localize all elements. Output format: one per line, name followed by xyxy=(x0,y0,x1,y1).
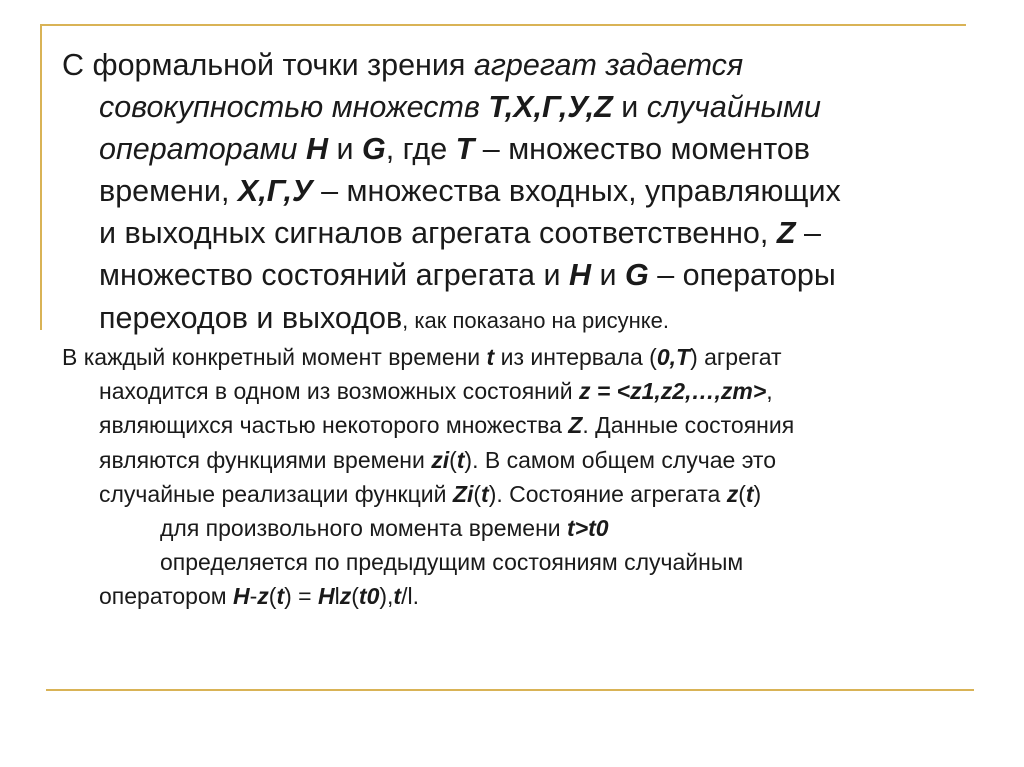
text-span: – xyxy=(795,216,821,251)
text-span: zi xyxy=(431,446,450,473)
text-span: В каждый конкретный момент времени xyxy=(62,344,487,370)
bottom-rule xyxy=(46,689,974,691)
top-rule xyxy=(40,24,966,26)
paragraph-1-line-1 xyxy=(62,44,952,86)
paragraph-2-line-5 xyxy=(62,477,962,511)
text-span: t0 xyxy=(358,583,380,610)
text-span: и xyxy=(590,258,625,293)
text-span: , как показано на рисунке. xyxy=(402,307,669,333)
text-span: и xyxy=(612,90,647,125)
paragraph-2-line-3 xyxy=(62,408,962,442)
paragraph-aggregate-definition xyxy=(62,44,952,342)
text-span: t>t0 xyxy=(567,515,609,542)
text-span: ) xyxy=(753,480,762,507)
left-rule xyxy=(40,24,42,330)
text-span: ). В самом общем случае это xyxy=(464,446,776,473)
text-span: t xyxy=(486,344,495,370)
text-span: - xyxy=(249,583,258,610)
text-span: ) агрегат xyxy=(690,344,782,370)
text-span: ). Состояние агрегата xyxy=(488,480,727,507)
text-span: T xyxy=(455,132,475,167)
text-span: множество состояний агрегата и xyxy=(99,258,569,293)
text-span: , где xyxy=(385,132,456,167)
text-span: и xyxy=(327,132,362,167)
text-span: агрегат задается xyxy=(473,48,744,82)
text-span: Z xyxy=(568,412,583,439)
paragraph-1-line-6 xyxy=(62,254,952,296)
text-span: ( xyxy=(473,480,482,507)
text-span: операторами xyxy=(99,132,306,167)
paragraph-1-line-2 xyxy=(62,86,952,128)
paragraph-1-line-3 xyxy=(62,128,952,170)
text-span: z xyxy=(339,583,352,610)
paragraph-2-line-6 xyxy=(62,511,962,545)
text-span: ), xyxy=(379,583,394,610)
paragraph-2-line-8 xyxy=(62,579,962,613)
text-span: – операторы xyxy=(648,258,836,293)
text-span: 0,T xyxy=(656,344,691,370)
paragraph-1-line-7 xyxy=(62,297,952,342)
text-span: из интервала ( xyxy=(494,344,657,370)
text-span: и выходных сигналов агрегата соответственно, xyxy=(99,216,777,251)
text-span: Z xyxy=(776,216,796,251)
text-span: l xyxy=(334,583,340,610)
paragraph-2-line-2 xyxy=(62,374,962,408)
paragraph-1-line-4 xyxy=(62,170,952,212)
text-span: С формальной точки зрения xyxy=(62,48,474,82)
text-span: t xyxy=(276,583,285,610)
text-span: являются функциями времени xyxy=(99,446,432,473)
paragraph-aggregate-state xyxy=(62,340,962,614)
text-span: оператором xyxy=(99,583,233,610)
text-span: H xyxy=(305,132,328,167)
text-span: ( xyxy=(351,583,359,610)
text-span: /l. xyxy=(401,583,419,610)
text-span: случайные реализации функций xyxy=(99,480,453,507)
text-span: T,X,Г,У,Z xyxy=(488,90,613,125)
paragraph-1-line-5 xyxy=(62,212,952,254)
paragraph-2-line-4 xyxy=(62,443,962,477)
text-span: z xyxy=(257,583,269,610)
text-span: – множества входных, управляющих xyxy=(312,174,841,209)
text-span: ( xyxy=(449,446,457,473)
text-span: H xyxy=(232,583,250,610)
text-span: случайными xyxy=(646,90,821,125)
text-span: определяется по предыдущим состояниям случайным xyxy=(160,549,744,576)
text-span: z = <z1,z2,…,zm> xyxy=(578,378,767,405)
text-span: ) = xyxy=(284,583,318,610)
text-span: G xyxy=(361,132,386,167)
text-span: G xyxy=(624,258,649,293)
text-span: z xyxy=(726,480,739,507)
text-span: t xyxy=(745,480,754,507)
text-span: – множество моментов xyxy=(474,132,811,167)
text-span: H xyxy=(317,583,335,610)
text-span: t xyxy=(456,446,465,473)
text-span: t xyxy=(393,583,402,610)
text-span: для произвольного момента времени xyxy=(160,515,568,542)
text-span: находится в одном из возможных состояний xyxy=(99,378,579,405)
text-span: H xyxy=(568,258,591,293)
text-span: времени, xyxy=(99,174,238,209)
text-span: , xyxy=(766,378,773,405)
text-span: ( xyxy=(268,583,277,610)
text-span: . Данные состояния xyxy=(582,412,795,439)
text-span: совокупностью множеств xyxy=(99,90,489,125)
text-span: t xyxy=(481,480,489,507)
paragraph-2-line-1 xyxy=(62,340,962,374)
text-span: X,Г,У xyxy=(237,174,313,209)
text-span: ( xyxy=(738,480,746,507)
text-span: являющихся частью некоторого множества xyxy=(99,412,569,439)
text-span: переходов и выходов xyxy=(99,300,403,335)
paragraph-2-line-7 xyxy=(62,545,962,579)
text-span: Zi xyxy=(452,480,474,507)
